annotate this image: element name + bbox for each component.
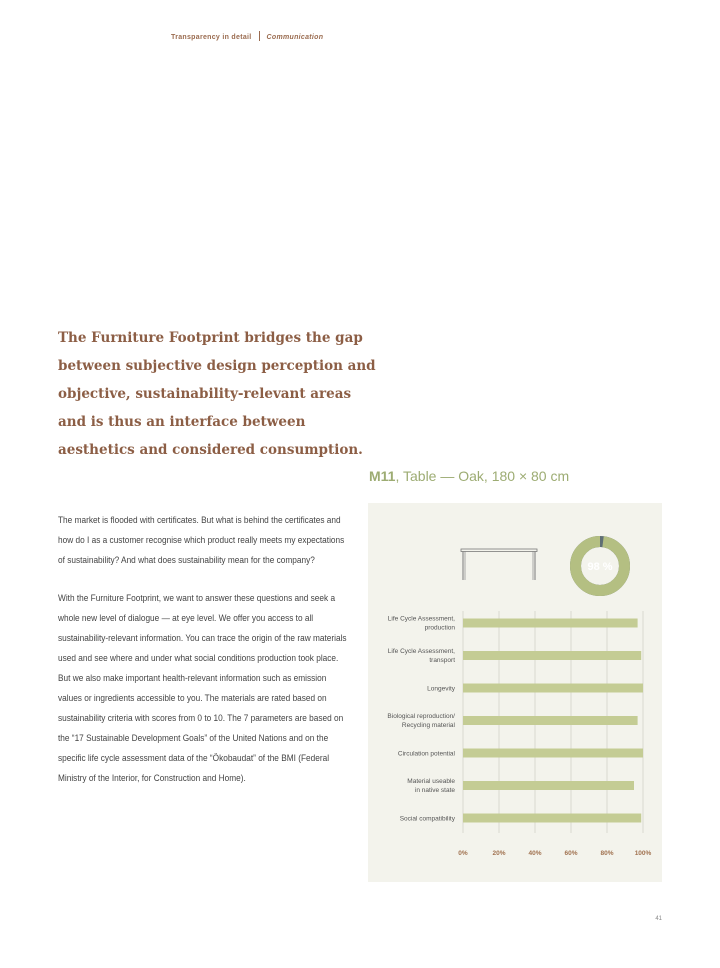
category-label: Social compatibility [399,815,455,823]
body-paragraph-2: With the Furniture Footprint, we want to answer these questions and seek a whole new level of dialogue — at eye level. We offer you access to all sustainability-relevant information. You can trace the origin of the raw materials used and see where and under what social conditions production took place. But we also make important health-relevant information such as emission values or ingredients accessible to you. The materials are rated based on sustainability criteria with scores from 0 to 10. The 7 parameters are based on the “17 Sustainable Development Goals” of the United Nations and on the specific life cycle assessment data of the “Ökobaudat” of the BMI (Federal Ministry of the Interior, for Construction and Home). [58,593,347,783]
x-tick-label: 100% [634,850,652,857]
category-label: Life Cycle Assessment, production [387,615,455,632]
page-number: 41 [655,916,662,922]
bar [463,781,634,790]
x-tick-label: 60% [564,850,578,857]
bar [463,814,641,823]
bar [463,619,638,628]
category-label: Material useable in native state [407,778,455,794]
body-paragraph-1: The market is flooded with certificates. But what is behind the certificates and how do I as a customer recognise which product really meets my expectations of sustainability? And what does sustainability mean for the company? [58,515,345,565]
bar [463,716,638,725]
page-header [171,31,323,41]
body-text [58,510,347,806]
header-section: Communication [266,34,324,41]
x-tick-label: 0% [458,850,468,857]
category-label: Life Cycle Assessment, transport [387,648,455,664]
chart-title [369,468,569,484]
category-label: Biological reproduction/ Recycling material [387,713,455,729]
chart-title-description: , Table — Oak, 180 × 80 cm [395,468,570,484]
x-tick-label: 20% [492,850,506,857]
sustainability-bar-chart [368,503,662,882]
headline: The Furniture Footprint bridges the gap between subjective design perception and objective, sustainability-relevant areas and is thus an interface between aesthetics and considered consumption. [58,330,376,458]
category-label: Circulation potential [397,750,455,758]
header-divider [259,31,260,41]
x-tick-label: 80% [600,850,614,857]
bar [463,684,643,693]
category-label: Longevity [427,685,455,693]
chart-title-code: M11 [369,468,396,484]
chart-panel [368,503,662,882]
header-chapter: Transparency in detail [171,34,252,41]
bar [463,651,641,660]
bar [463,749,643,758]
x-tick-label: 40% [528,850,542,857]
donut-score-label: 98 % [587,561,613,573]
